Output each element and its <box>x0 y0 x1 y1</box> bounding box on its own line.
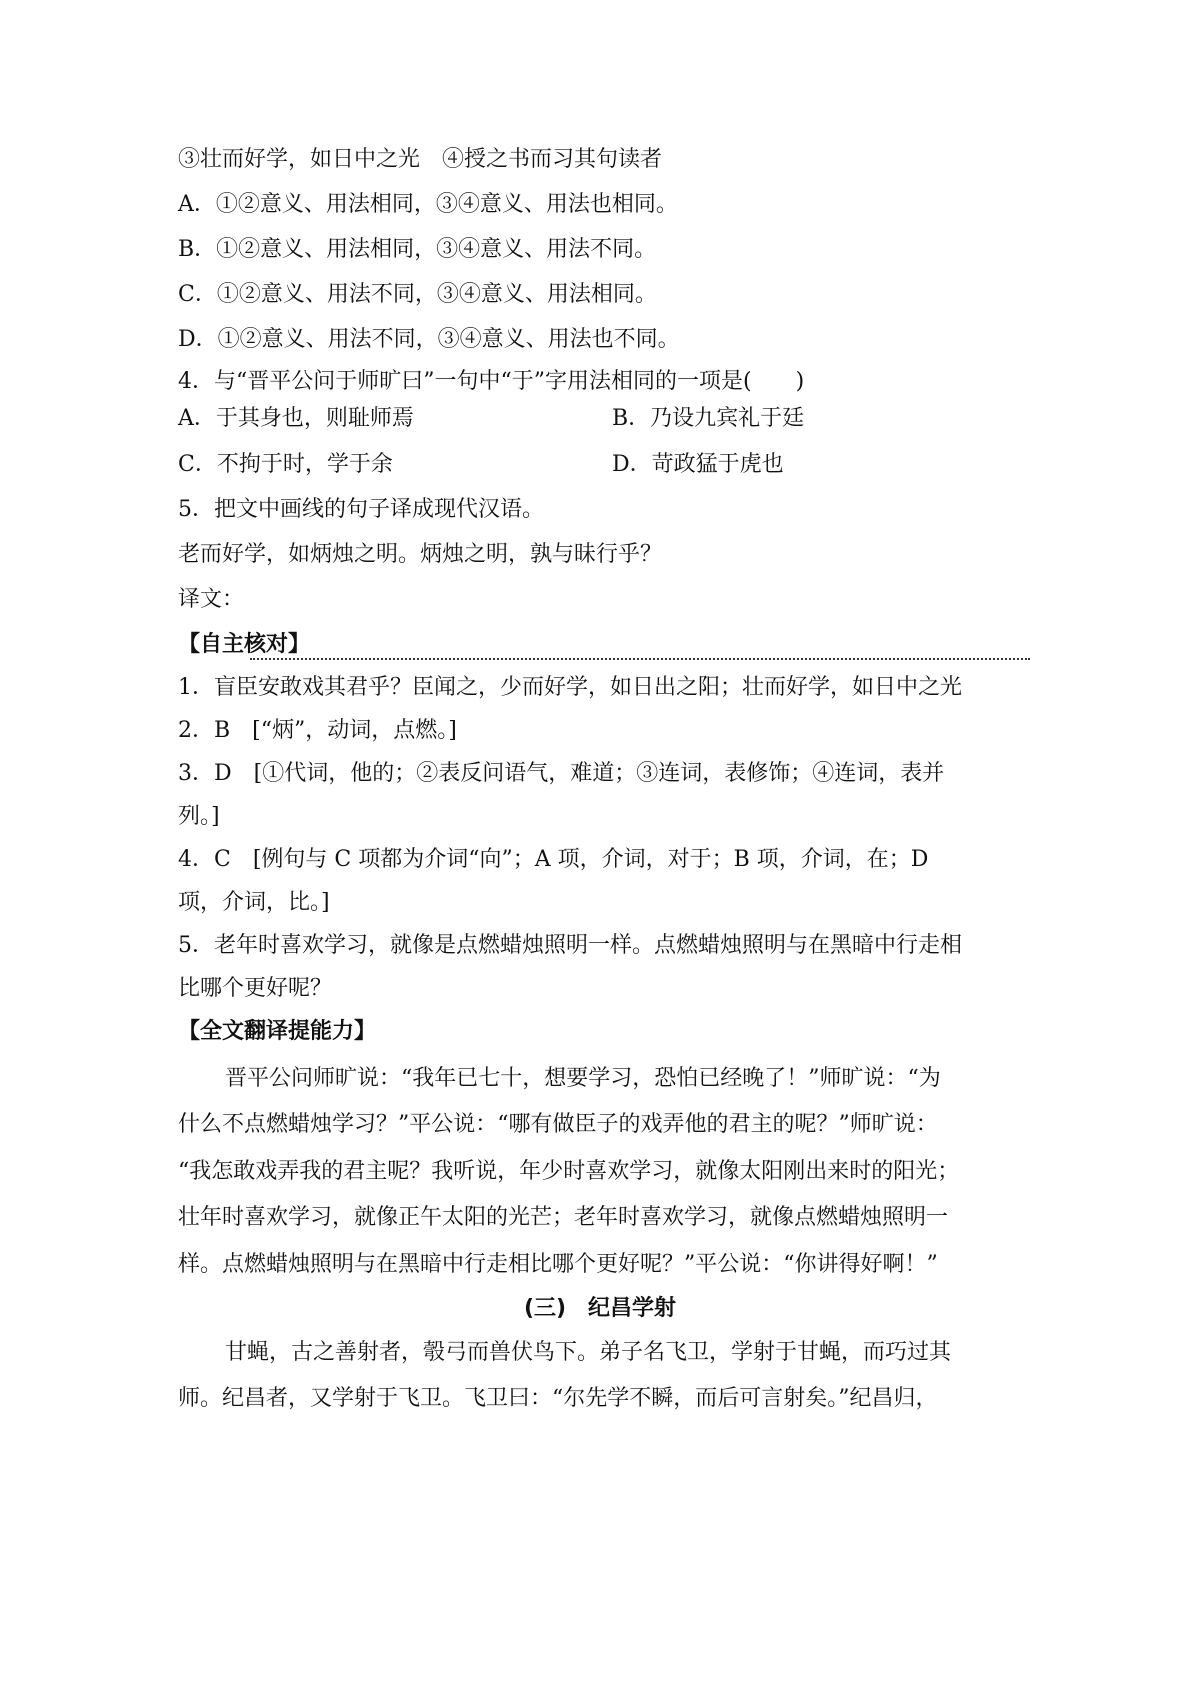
question-3-option-c: C．①②意义、用法不同，③④意义、用法相同。 <box>178 282 657 307</box>
translation-line-3: “我怎敢戏弄我的君主呢？我听说，年少时喜欢学习，就像太阳刚出来时的阳光； <box>178 1159 960 1184</box>
passage-line-1: 甘蝇，古之善射者，彀弓而兽伏鸟下。弟子名飞卫，学射于甘蝇，而巧过其 <box>225 1340 952 1365</box>
self-check-heading: 【自主核对】 <box>178 632 311 657</box>
answer-2: 2．B [“炳”，动词，点燃。] <box>178 718 457 743</box>
question-3-items: ③壮而好学，如日中之光 ④授之书而习其句读者 <box>178 147 663 172</box>
passage-line-2: 师。纪昌者，又学射于飞卫。飞卫曰：“尔先学不瞬，而后可言射矣。”纪昌归， <box>178 1386 938 1411</box>
question-4-option-c: C．不拘于时，学于余 <box>178 452 393 477</box>
question-4-stem: 4．与“晋平公问于师旷曰”一句中“于”字用法相同的一项是( ) <box>178 369 805 394</box>
translation-line-4: 壮年时喜欢学习，就像正午太阳的光芒；老年时喜欢学习，就像点燃蜡烛照明一 <box>178 1205 949 1230</box>
answer-3-line-2: 列。] <box>178 804 220 829</box>
answer-1: 1．盲臣安敢戏其君乎？臣闻之，少而好学，如日出之阳；壮而好学，如日中之光 <box>178 675 962 700</box>
answer-4-line-2: 项，介词，比。] <box>178 890 330 915</box>
question-4-option-a: A．于其身也，则耻师焉 <box>178 406 414 431</box>
answer-3-line-1: 3．D [①代词，他的；②表反问语气，难道；③连词，表修饰；④连词，表并 <box>178 761 945 786</box>
question-4-option-b: B．乃设九宾礼于廷 <box>612 406 805 431</box>
question-5-sentence: 老而好学，如炳烛之明。炳烛之明，孰与昧行乎？ <box>178 542 663 567</box>
translation-line-5: 样。点燃蜡烛照明与在黑暗中行走相比哪个更好呢？”平公说：“你讲得好啊！” <box>178 1252 938 1277</box>
answer-4-line-1: 4．C [例句与 C 项都为介词“向”；A 项，介词，对于；B 项，介词，在；D <box>178 847 929 872</box>
question-3-option-b: B．①②意义、用法相同，③④意义、用法不同。 <box>178 237 657 262</box>
translation-line-2: 什么不点燃蜡烛学习？”平公说：“哪有做臣子的戏弄他的君主的呢？”师旷说： <box>178 1112 938 1137</box>
translation-answer-label: 译文： <box>178 587 245 612</box>
translation-line-1: 晋平公问师旷说：“我年已七十，想要学习，恐怕已经晚了！”师旷说：“为 <box>225 1066 941 1091</box>
section-title: (三) 纪昌学射 <box>523 1296 677 1321</box>
answer-5-line-2: 比哪个更好呢？ <box>178 976 333 1001</box>
answer-blank-line <box>250 658 1030 660</box>
question-4-option-d: D．苛政猛于虎也 <box>612 452 784 477</box>
answer-5-line-1: 5．老年时喜欢学习，就像是点燃蜡烛照明一样。点燃蜡烛照明与在黑暗中行走相 <box>178 933 962 958</box>
question-3-option-a: A．①②意义、用法相同，③④意义、用法也相同。 <box>178 192 678 217</box>
question-5-stem: 5．把文中画线的句子译成现代汉语。 <box>178 497 544 522</box>
full-translation-heading: 【全文翻译提能力】 <box>178 1019 377 1044</box>
question-3-option-d: D．①②意义、用法不同，③④意义、用法也不同。 <box>178 327 680 352</box>
